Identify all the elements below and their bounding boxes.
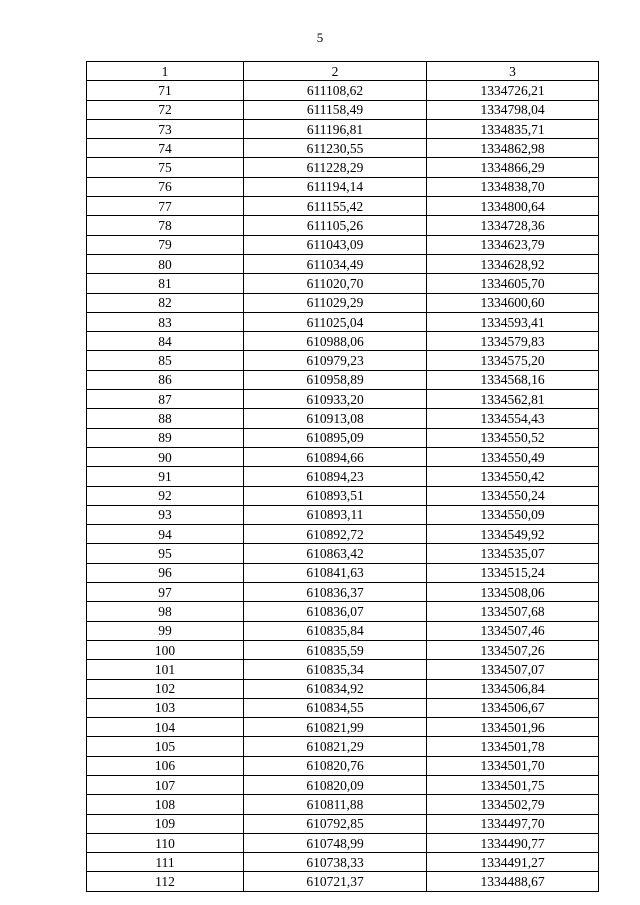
table-row (87, 158, 599, 177)
y-coordinate-cell: 1334507,68 (427, 602, 599, 621)
x-coordinate-cell: 611158,49 (244, 100, 427, 119)
x-coordinate-cell: 610893,51 (244, 486, 427, 505)
y-coordinate-cell: 1334628,92 (427, 254, 599, 273)
x-coordinate-cell: 610836,37 (244, 583, 427, 602)
table-row (87, 390, 599, 409)
y-coordinate-cell: 1334800,64 (427, 197, 599, 216)
x-coordinate-cell: 610820,76 (244, 756, 427, 775)
x-coordinate-cell: 611029,29 (244, 293, 427, 312)
y-coordinate-cell: 1334535,07 (427, 544, 599, 563)
point-number-cell: 78 (87, 216, 244, 235)
table-row (87, 274, 599, 293)
table-row (87, 370, 599, 389)
table-row (87, 216, 599, 235)
point-number-cell: 91 (87, 467, 244, 486)
table-row (87, 660, 599, 679)
table-header-row (87, 62, 599, 81)
point-number-cell: 111 (87, 853, 244, 872)
point-number-cell: 81 (87, 274, 244, 293)
column-header-2: 2 (244, 62, 427, 81)
y-coordinate-cell: 1334798,04 (427, 100, 599, 119)
y-coordinate-cell: 1334575,20 (427, 351, 599, 370)
x-coordinate-cell: 610892,72 (244, 525, 427, 544)
x-coordinate-cell: 610894,23 (244, 467, 427, 486)
x-coordinate-cell: 611228,29 (244, 158, 427, 177)
x-coordinate-cell: 610988,06 (244, 332, 427, 351)
table-row (87, 505, 599, 524)
table-row (87, 409, 599, 428)
table-row (87, 254, 599, 273)
table-row (87, 428, 599, 447)
coordinates-table (86, 61, 599, 892)
table-row (87, 467, 599, 486)
table-row (87, 853, 599, 872)
y-coordinate-cell: 1334490,77 (427, 833, 599, 852)
y-coordinate-cell: 1334507,26 (427, 640, 599, 659)
point-number-cell: 76 (87, 177, 244, 196)
x-coordinate-cell: 610820,09 (244, 775, 427, 794)
table-row (87, 872, 599, 891)
y-coordinate-cell: 1334726,21 (427, 81, 599, 100)
x-coordinate-cell: 611034,49 (244, 254, 427, 273)
table-row (87, 698, 599, 717)
point-number-cell: 98 (87, 602, 244, 621)
y-coordinate-cell: 1334549,92 (427, 525, 599, 544)
point-number-cell: 95 (87, 544, 244, 563)
point-number-cell: 80 (87, 254, 244, 273)
y-coordinate-cell: 1334501,96 (427, 718, 599, 737)
x-coordinate-cell: 610834,55 (244, 698, 427, 717)
y-coordinate-cell: 1334600,60 (427, 293, 599, 312)
table-row (87, 602, 599, 621)
table-row (87, 177, 599, 196)
point-number-cell: 87 (87, 390, 244, 409)
x-coordinate-cell: 610836,07 (244, 602, 427, 621)
point-number-cell: 93 (87, 505, 244, 524)
table-row (87, 756, 599, 775)
x-coordinate-cell: 611230,55 (244, 139, 427, 158)
y-coordinate-cell: 1334605,70 (427, 274, 599, 293)
y-coordinate-cell: 1334562,81 (427, 390, 599, 409)
x-coordinate-cell: 610748,99 (244, 833, 427, 852)
point-number-cell: 86 (87, 370, 244, 389)
x-coordinate-cell: 610835,34 (244, 660, 427, 679)
x-coordinate-cell: 611108,62 (244, 81, 427, 100)
x-coordinate-cell: 611155,42 (244, 197, 427, 216)
y-coordinate-cell: 1334501,78 (427, 737, 599, 756)
point-number-cell: 112 (87, 872, 244, 891)
x-coordinate-cell: 611194,14 (244, 177, 427, 196)
point-number-cell: 107 (87, 775, 244, 794)
table-row (87, 737, 599, 756)
y-coordinate-cell: 1334838,70 (427, 177, 599, 196)
y-coordinate-cell: 1334550,42 (427, 467, 599, 486)
point-number-cell: 108 (87, 795, 244, 814)
y-coordinate-cell: 1334554,43 (427, 409, 599, 428)
y-coordinate-cell: 1334506,67 (427, 698, 599, 717)
point-number-cell: 96 (87, 563, 244, 582)
point-number-cell: 109 (87, 814, 244, 833)
x-coordinate-cell: 610893,11 (244, 505, 427, 524)
x-coordinate-cell: 610721,37 (244, 872, 427, 891)
table-row (87, 312, 599, 331)
x-coordinate-cell: 610913,08 (244, 409, 427, 428)
x-coordinate-cell: 610792,85 (244, 814, 427, 833)
table-row (87, 621, 599, 640)
y-coordinate-cell: 1334862,98 (427, 139, 599, 158)
point-number-cell: 85 (87, 351, 244, 370)
point-number-cell: 71 (87, 81, 244, 100)
y-coordinate-cell: 1334507,46 (427, 621, 599, 640)
y-coordinate-cell: 1334835,71 (427, 119, 599, 138)
x-coordinate-cell: 610834,92 (244, 679, 427, 698)
table-row (87, 775, 599, 794)
x-coordinate-cell: 610738,33 (244, 853, 427, 872)
point-number-cell: 88 (87, 409, 244, 428)
y-coordinate-cell: 1334550,24 (427, 486, 599, 505)
table-row (87, 197, 599, 216)
point-number-cell: 73 (87, 119, 244, 138)
table-row (87, 583, 599, 602)
y-coordinate-cell: 1334508,06 (427, 583, 599, 602)
point-number-cell: 79 (87, 235, 244, 254)
table-row (87, 718, 599, 737)
x-coordinate-cell: 611043,09 (244, 235, 427, 254)
y-coordinate-cell: 1334550,49 (427, 447, 599, 466)
table-row (87, 235, 599, 254)
point-number-cell: 99 (87, 621, 244, 640)
table-row (87, 814, 599, 833)
point-number-cell: 101 (87, 660, 244, 679)
point-number-cell: 74 (87, 139, 244, 158)
y-coordinate-cell: 1334623,79 (427, 235, 599, 254)
point-number-cell: 77 (87, 197, 244, 216)
table-row (87, 119, 599, 138)
table-row (87, 833, 599, 852)
table-row (87, 795, 599, 814)
point-number-cell: 104 (87, 718, 244, 737)
x-coordinate-cell: 610894,66 (244, 447, 427, 466)
table-row (87, 544, 599, 563)
x-coordinate-cell: 610958,89 (244, 370, 427, 389)
x-coordinate-cell: 610863,42 (244, 544, 427, 563)
table-body (87, 81, 599, 891)
y-coordinate-cell: 1334550,52 (427, 428, 599, 447)
point-number-cell: 106 (87, 756, 244, 775)
point-number-cell: 72 (87, 100, 244, 119)
column-header-3: 3 (427, 62, 599, 81)
y-coordinate-cell: 1334501,70 (427, 756, 599, 775)
y-coordinate-cell: 1334497,70 (427, 814, 599, 833)
x-coordinate-cell: 611020,70 (244, 274, 427, 293)
x-coordinate-cell: 610841,63 (244, 563, 427, 582)
point-number-cell: 90 (87, 447, 244, 466)
x-coordinate-cell: 611025,04 (244, 312, 427, 331)
point-number-cell: 110 (87, 833, 244, 852)
table-row (87, 525, 599, 544)
x-coordinate-cell: 610821,29 (244, 737, 427, 756)
y-coordinate-cell: 1334506,84 (427, 679, 599, 698)
table-row (87, 332, 599, 351)
y-coordinate-cell: 1334491,27 (427, 853, 599, 872)
point-number-cell: 103 (87, 698, 244, 717)
x-coordinate-cell: 610895,09 (244, 428, 427, 447)
point-number-cell: 75 (87, 158, 244, 177)
y-coordinate-cell: 1334507,07 (427, 660, 599, 679)
x-coordinate-cell: 611196,81 (244, 119, 427, 138)
table-row (87, 679, 599, 698)
x-coordinate-cell: 611105,26 (244, 216, 427, 235)
point-number-cell: 84 (87, 332, 244, 351)
point-number-cell: 100 (87, 640, 244, 659)
point-number-cell: 105 (87, 737, 244, 756)
table-row (87, 486, 599, 505)
point-number-cell: 89 (87, 428, 244, 447)
table-row (87, 100, 599, 119)
point-number-cell: 92 (87, 486, 244, 505)
x-coordinate-cell: 610835,84 (244, 621, 427, 640)
y-coordinate-cell: 1334488,67 (427, 872, 599, 891)
x-coordinate-cell: 610933,20 (244, 390, 427, 409)
point-number-cell: 102 (87, 679, 244, 698)
y-coordinate-cell: 1334593,41 (427, 312, 599, 331)
page-number: 5 (316, 30, 324, 45)
table-row (87, 351, 599, 370)
table-row (87, 81, 599, 100)
table-row (87, 139, 599, 158)
table-row (87, 563, 599, 582)
y-coordinate-cell: 1334866,29 (427, 158, 599, 177)
point-number-cell: 94 (87, 525, 244, 544)
table-row (87, 447, 599, 466)
x-coordinate-cell: 610979,23 (244, 351, 427, 370)
y-coordinate-cell: 1334501,75 (427, 775, 599, 794)
column-header-1: 1 (87, 62, 244, 81)
point-number-cell: 83 (87, 312, 244, 331)
point-number-cell: 82 (87, 293, 244, 312)
y-coordinate-cell: 1334568,16 (427, 370, 599, 389)
x-coordinate-cell: 610811,88 (244, 795, 427, 814)
y-coordinate-cell: 1334502,79 (427, 795, 599, 814)
y-coordinate-cell: 1334515,24 (427, 563, 599, 582)
y-coordinate-cell: 1334579,83 (427, 332, 599, 351)
x-coordinate-cell: 610835,59 (244, 640, 427, 659)
table-row (87, 293, 599, 312)
x-coordinate-cell: 610821,99 (244, 718, 427, 737)
y-coordinate-cell: 1334728,36 (427, 216, 599, 235)
table-row (87, 640, 599, 659)
y-coordinate-cell: 1334550,09 (427, 505, 599, 524)
point-number-cell: 97 (87, 583, 244, 602)
